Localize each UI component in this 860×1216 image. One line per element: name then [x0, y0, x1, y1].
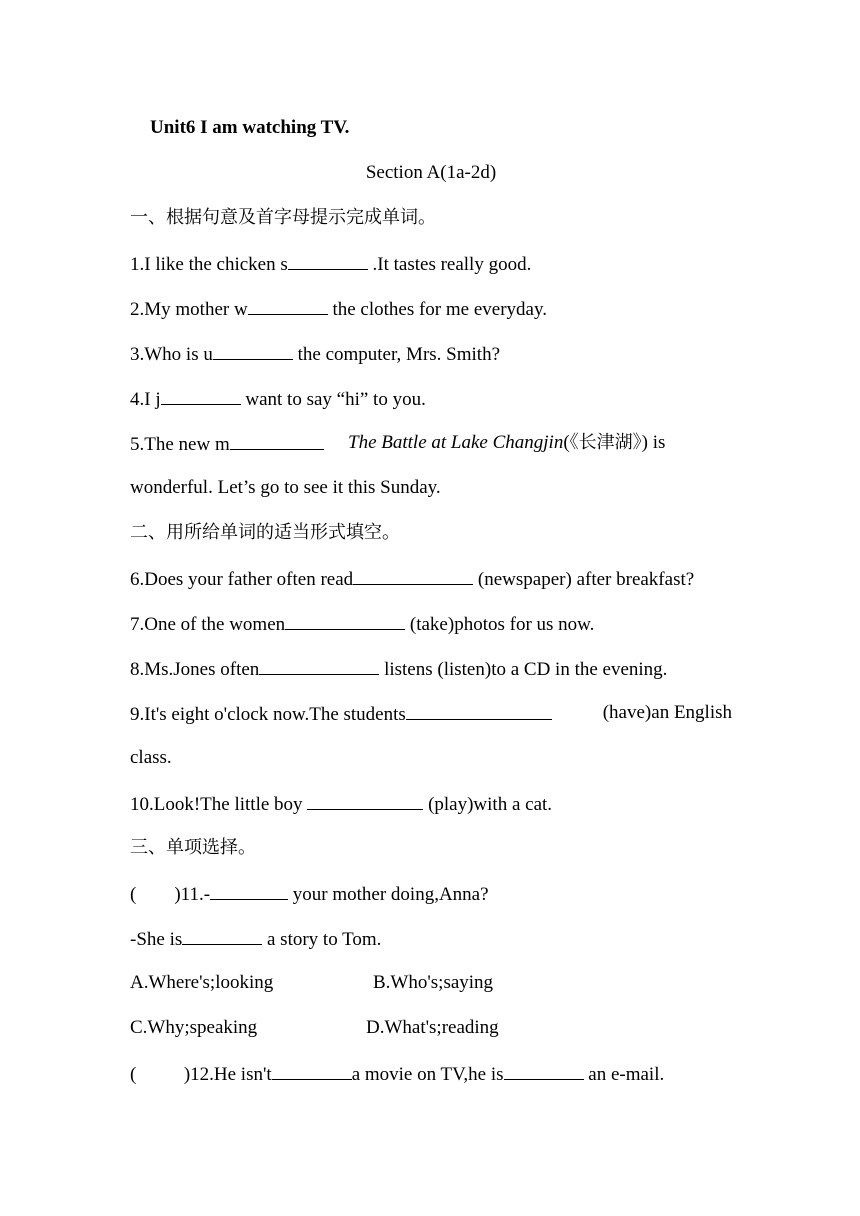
- q9-text-b: (have)an English: [602, 702, 732, 723]
- part3-heading: 三、单项选择。: [130, 837, 256, 858]
- question-9-line2: class.: [130, 747, 172, 768]
- q10-text-b: (play)with a cat.: [423, 794, 553, 815]
- q11-line2-b: a story to Tom.: [262, 929, 382, 950]
- answer-blank[interactable]: [504, 1061, 584, 1080]
- q6-text-a: 6.Does your father often read: [130, 569, 354, 590]
- answer-blank[interactable]: [272, 1061, 352, 1080]
- q4-text-a: 4.I j: [130, 389, 161, 410]
- q7-text-b: (take)photos for us now.: [405, 614, 595, 635]
- question-5-line2: wonderful. Let’s go to see it this Sunday.: [130, 477, 441, 498]
- q4-text-b: want to say “hi” to you.: [240, 389, 426, 410]
- q7-text-a: 7.One of the women: [130, 614, 286, 635]
- q12-paren: ( )12.He isn't: [130, 1064, 272, 1085]
- question-2: [130, 296, 732, 322]
- q12-text-c: an e-mail.: [583, 1064, 665, 1085]
- question-12: [130, 1061, 732, 1087]
- part1-heading: 一、根据句意及首字母提示完成单词。: [130, 207, 436, 228]
- answer-blank[interactable]: [230, 431, 324, 450]
- option-d[interactable]: D.What's;reading: [366, 1017, 499, 1038]
- q11-text-b: your mother doing,Anna?: [288, 884, 489, 905]
- q3-text-a: 3.Who is u: [130, 344, 213, 365]
- answer-blank[interactable]: [307, 791, 423, 810]
- q6-text-b: (newspaper) after breakfast?: [473, 569, 695, 590]
- q3-text-b: the computer, Mrs. Smith?: [292, 344, 501, 365]
- question-11: [130, 881, 732, 907]
- section-subtitle: Section A(1a-2d): [365, 162, 497, 183]
- question-11-line2: [130, 926, 732, 952]
- q10-text-a: 10.Look!The little boy: [130, 794, 308, 815]
- question-8: [130, 656, 732, 682]
- question-10: [130, 791, 732, 817]
- answer-blank[interactable]: [353, 566, 473, 585]
- q1-text-b: .It tastes really good.: [367, 254, 532, 275]
- answer-blank[interactable]: [210, 881, 288, 900]
- question-6: [130, 566, 732, 592]
- answer-blank[interactable]: [406, 701, 552, 720]
- question-9: [130, 701, 732, 727]
- q8-text-a: 8.Ms.Jones often: [130, 659, 260, 680]
- q11-paren: ( )11.-: [130, 884, 211, 905]
- q2-text-b: the clothes for me everyday.: [327, 299, 547, 320]
- answer-blank[interactable]: [161, 386, 241, 405]
- q11-line2-a: -She is: [130, 929, 183, 950]
- answer-blank[interactable]: [285, 611, 405, 630]
- option-c[interactable]: C.Why;speaking: [130, 1017, 258, 1038]
- q11-options-row2: [130, 1016, 732, 1040]
- question-3: [130, 341, 732, 367]
- option-a[interactable]: A.Where's;looking: [130, 972, 274, 993]
- q5-paren-open: (: [563, 432, 570, 453]
- q8-text-b: listens (listen)to a CD in the evening.: [379, 659, 668, 680]
- question-7: [130, 611, 732, 637]
- q5-end: ) is: [641, 432, 666, 453]
- answer-blank[interactable]: [248, 296, 328, 315]
- q5-cn-title: 《长津湖》: [569, 432, 642, 453]
- q2-text-a: 2.My mother w: [130, 299, 248, 320]
- q1-text-a: 1.I like the chicken s: [130, 254, 288, 275]
- question-5: [130, 431, 732, 457]
- q9-text-a: 9.It's eight o'clock now.The students: [130, 704, 406, 725]
- worksheet-title: Unit6 I am watching TV.: [150, 117, 350, 138]
- answer-blank[interactable]: [259, 656, 379, 675]
- answer-blank[interactable]: [213, 341, 293, 360]
- q5-text-a: 5.The new m: [130, 434, 230, 455]
- q11-options-row1: [130, 971, 732, 995]
- question-1: [130, 251, 732, 277]
- answer-blank[interactable]: [182, 926, 262, 945]
- q5-movie-title: The Battle at Lake Changjin: [348, 432, 564, 453]
- part2-heading: 二、用所给单词的适当形式填空。: [130, 522, 400, 543]
- option-b[interactable]: B.Who's;saying: [373, 972, 494, 993]
- answer-blank[interactable]: [288, 251, 368, 270]
- question-4: [130, 386, 732, 412]
- q12-text-b: a movie on TV,he is: [351, 1064, 504, 1085]
